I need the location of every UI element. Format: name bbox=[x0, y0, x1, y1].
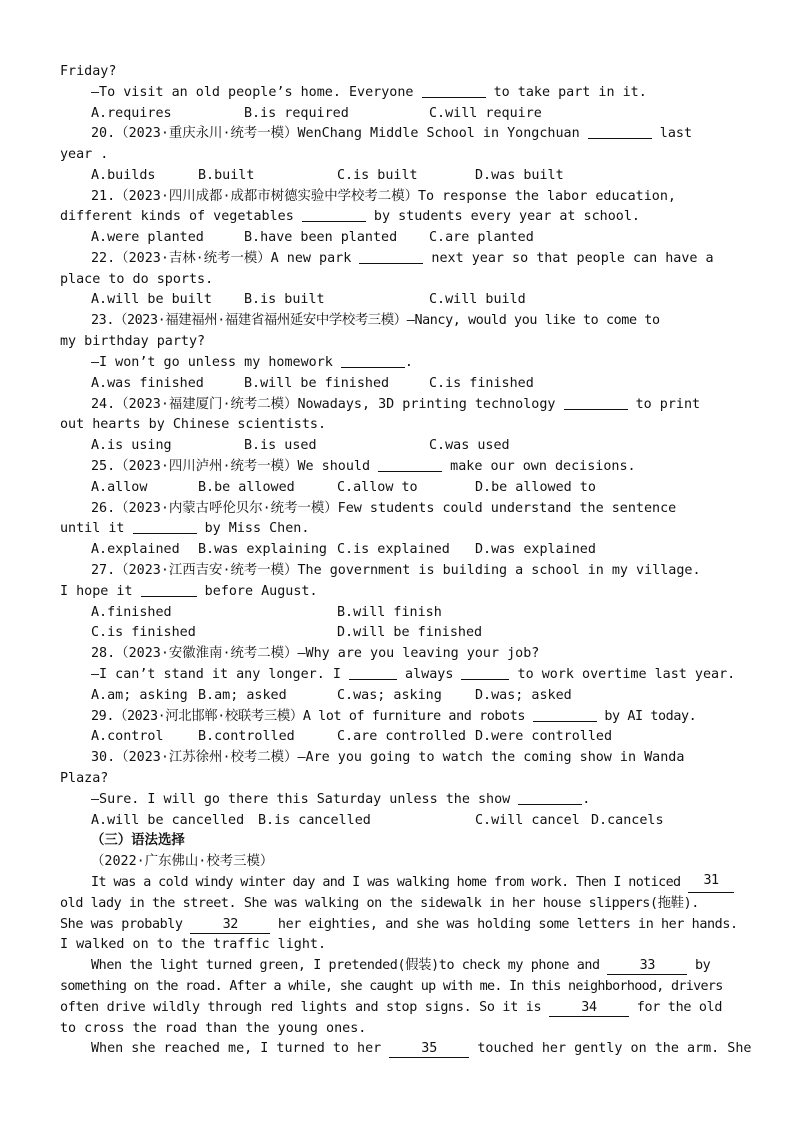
text: by bbox=[687, 958, 711, 973]
text: 20.（2023·重庆永川·统考一模）WenChang Middle School in Yongchuan bbox=[91, 126, 588, 141]
option-a: A.were planted bbox=[91, 230, 204, 245]
option-a: A.finished bbox=[91, 605, 172, 620]
text: to print bbox=[627, 397, 701, 412]
option-c: C.will require bbox=[429, 106, 542, 121]
answer-blank[interactable] bbox=[533, 707, 597, 722]
text: to work overtime last year. bbox=[509, 667, 736, 682]
option-d: D.will be finished bbox=[337, 625, 483, 640]
text: . bbox=[404, 355, 413, 370]
answer-blank[interactable] bbox=[378, 457, 442, 472]
text: Friday? bbox=[60, 64, 117, 79]
option-c: C.are controlled bbox=[337, 729, 466, 744]
option-c: C.is finished bbox=[91, 625, 196, 640]
option-a: A.will be built bbox=[91, 292, 212, 307]
text: last bbox=[651, 126, 693, 141]
q26-stem: 26.（2023·内蒙古呼伦贝尔·统考一模）Few students could understand the sentence bbox=[91, 501, 677, 516]
blank-33[interactable]: 33 bbox=[607, 958, 687, 975]
option-b: B.have been planted bbox=[244, 230, 398, 245]
option-c: C.was used bbox=[429, 438, 510, 453]
q27-stem: 27.（2023·江西吉安·统考一模）The government is building a school in my village. bbox=[91, 563, 701, 578]
option-c: C.will cancel bbox=[475, 813, 580, 828]
option-c: C.allow to bbox=[337, 480, 418, 495]
option-a: A.allow bbox=[91, 480, 148, 495]
option-b: B.is required bbox=[244, 106, 349, 121]
option-d: D.was built bbox=[475, 168, 564, 183]
q23-stem: 23.（2023·福建福州·福建省福州延安中学校考三模）—Nancy, would you like to come to bbox=[91, 313, 660, 328]
text: for the old bbox=[629, 1000, 723, 1015]
option-d: D.were controlled bbox=[475, 729, 613, 744]
option-a: A.explained bbox=[91, 542, 180, 557]
answer-blank[interactable] bbox=[359, 249, 423, 264]
q21-stem: 21.（2023·四川成都·成都市树德实验中学校考二模）To response the labor education, bbox=[91, 189, 676, 204]
text: When she reached me, I turned to her bbox=[91, 1041, 390, 1056]
text: always bbox=[396, 667, 462, 682]
text: —I won’t go unless my homework bbox=[91, 355, 341, 370]
option-b: B.built bbox=[198, 168, 255, 183]
passage-line: I walked on to the traffic light. bbox=[60, 937, 327, 952]
option-a: A.am; asking bbox=[91, 688, 188, 703]
q26-stem-end bbox=[60, 519, 734, 539]
q24-stem bbox=[91, 395, 734, 415]
passage-line bbox=[60, 998, 734, 1018]
passage-line: something on the road. After a while, she caught up with me. In this neighborhood, drivers bbox=[60, 979, 723, 994]
option-a: A.was finished bbox=[91, 376, 204, 391]
q23-dialog bbox=[91, 353, 734, 373]
blank-32[interactable]: 32 bbox=[190, 917, 270, 934]
option-b: B.be allowed bbox=[198, 480, 295, 495]
option-d: D.was explained bbox=[475, 542, 596, 557]
answer-blank[interactable] bbox=[349, 665, 397, 680]
text: —To visit an old people’s home. Everyone bbox=[91, 85, 422, 100]
text: make our own decisions. bbox=[442, 459, 636, 474]
text: —I can’t stand it any longer. I bbox=[91, 667, 349, 682]
text: her eighties, and she was holding some letters in her hands. bbox=[270, 917, 738, 932]
q23-stem-end: my birthday party? bbox=[60, 334, 206, 349]
passage-line bbox=[91, 873, 734, 893]
q24-stem-end: out hearts by Chinese scientists. bbox=[60, 417, 327, 432]
q25-stem bbox=[91, 457, 734, 477]
q30-stem: 30.（2023·江苏徐州·校考二模）—Are you going to watch the coming show in Wanda bbox=[91, 750, 685, 765]
text: . bbox=[582, 792, 591, 807]
text: 25.（2023·四川泸州·统考一模）We should bbox=[91, 459, 379, 474]
text: before August. bbox=[196, 584, 318, 599]
q21-stem-end bbox=[60, 207, 734, 227]
q22-stem bbox=[91, 249, 734, 269]
q27-stem-end bbox=[60, 582, 734, 602]
option-a: A.is using bbox=[91, 438, 172, 453]
blank-35[interactable]: 35 bbox=[389, 1041, 469, 1058]
text: 24.（2023·福建厦门·统考二模）Nowadays, 3D printing technology bbox=[91, 397, 564, 412]
passage-line: to cross the road than the young ones. bbox=[60, 1021, 367, 1036]
text: until it bbox=[60, 521, 133, 536]
text: to take part in it. bbox=[485, 85, 647, 100]
option-a: A.control bbox=[91, 729, 164, 744]
q20-stem-end: year . bbox=[60, 147, 109, 162]
option-a: A.builds bbox=[91, 168, 156, 183]
q20-stem bbox=[91, 124, 734, 144]
option-b: B.is cancelled bbox=[258, 813, 371, 828]
text: I hope it bbox=[60, 584, 141, 599]
option-b: B.will finish bbox=[337, 605, 442, 620]
answer-blank[interactable] bbox=[564, 395, 628, 410]
passage-source: （2022·广东佛山·校考三模） bbox=[91, 854, 274, 869]
option-b: B.am; asked bbox=[198, 688, 287, 703]
blank-34[interactable]: 34 bbox=[549, 1000, 629, 1017]
text: by students every year at school. bbox=[365, 209, 640, 224]
passage-line: old lady in the street. She was walking on the sidewalk in her house slippers(拖鞋). bbox=[60, 896, 699, 911]
option-c: C.is explained bbox=[337, 542, 450, 557]
answer-blank[interactable] bbox=[302, 207, 366, 222]
passage-line bbox=[91, 1039, 752, 1059]
text: 22.（2023·吉林·统考一模）A new park bbox=[91, 251, 360, 266]
text: by Miss Chen. bbox=[196, 521, 310, 536]
text: by AI today. bbox=[596, 709, 697, 724]
text: —Sure. I will go there this Saturday unless the show bbox=[91, 792, 519, 807]
text: She was probably bbox=[60, 917, 191, 932]
answer-blank[interactable] bbox=[141, 582, 197, 597]
answer-blank[interactable] bbox=[518, 790, 582, 805]
answer-blank[interactable] bbox=[133, 519, 197, 534]
answer-blank[interactable] bbox=[341, 353, 405, 368]
passage-line bbox=[60, 915, 738, 935]
passage-line bbox=[91, 956, 734, 976]
q28-dialog bbox=[91, 665, 734, 685]
q19-stem-end bbox=[60, 62, 734, 82]
section-heading: （三）语法选择 bbox=[91, 833, 185, 848]
blank-31[interactable]: 31 bbox=[688, 873, 734, 893]
answer-blank[interactable] bbox=[588, 124, 652, 139]
option-b: B.is built bbox=[244, 292, 325, 307]
text: It was a cold windy winter day and I was walking home from work. Then I noticed bbox=[91, 875, 688, 890]
q30-stem-end: Plaza? bbox=[60, 771, 109, 786]
option-a: A.requires bbox=[91, 106, 172, 121]
answer-blank[interactable] bbox=[422, 83, 486, 98]
text: different kinds of vegetables bbox=[60, 209, 302, 224]
text: next year so that people can have a bbox=[423, 251, 714, 266]
option-c: C.is built bbox=[337, 168, 418, 183]
text: 29.（2023·河北邯郸·校联考三模）A lot of furniture and robots bbox=[91, 709, 533, 724]
q28-stem: 28.（2023·安徽淮南·统考二模）—Why are you leaving your job? bbox=[91, 646, 540, 661]
text: touched her gently on the arm. She bbox=[469, 1041, 752, 1056]
option-d: D.was; asked bbox=[475, 688, 572, 703]
q29-stem bbox=[91, 707, 734, 727]
option-c: C.will build bbox=[429, 292, 526, 307]
option-c: C.are planted bbox=[429, 230, 534, 245]
q19-dialog bbox=[91, 83, 734, 103]
option-b: B.controlled bbox=[198, 729, 295, 744]
text: often drive wildly through red lights and stop signs. So it is bbox=[60, 1000, 549, 1015]
option-b: B.will be finished bbox=[244, 376, 390, 391]
option-d: D.cancels bbox=[591, 813, 664, 828]
option-c: C.is finished bbox=[429, 376, 534, 391]
text: When the light turned green, I pretended(假装)to check my phone and bbox=[91, 958, 608, 973]
option-b: B.was explaining bbox=[198, 542, 327, 557]
answer-blank[interactable] bbox=[461, 665, 509, 680]
q22-stem-end: place to do sports. bbox=[60, 272, 214, 287]
option-d: D.be allowed to bbox=[475, 480, 596, 495]
option-c: C.was; asking bbox=[337, 688, 442, 703]
option-a: A.will be cancelled bbox=[91, 813, 245, 828]
option-b: B.is used bbox=[244, 438, 317, 453]
q30-dialog bbox=[91, 790, 734, 810]
